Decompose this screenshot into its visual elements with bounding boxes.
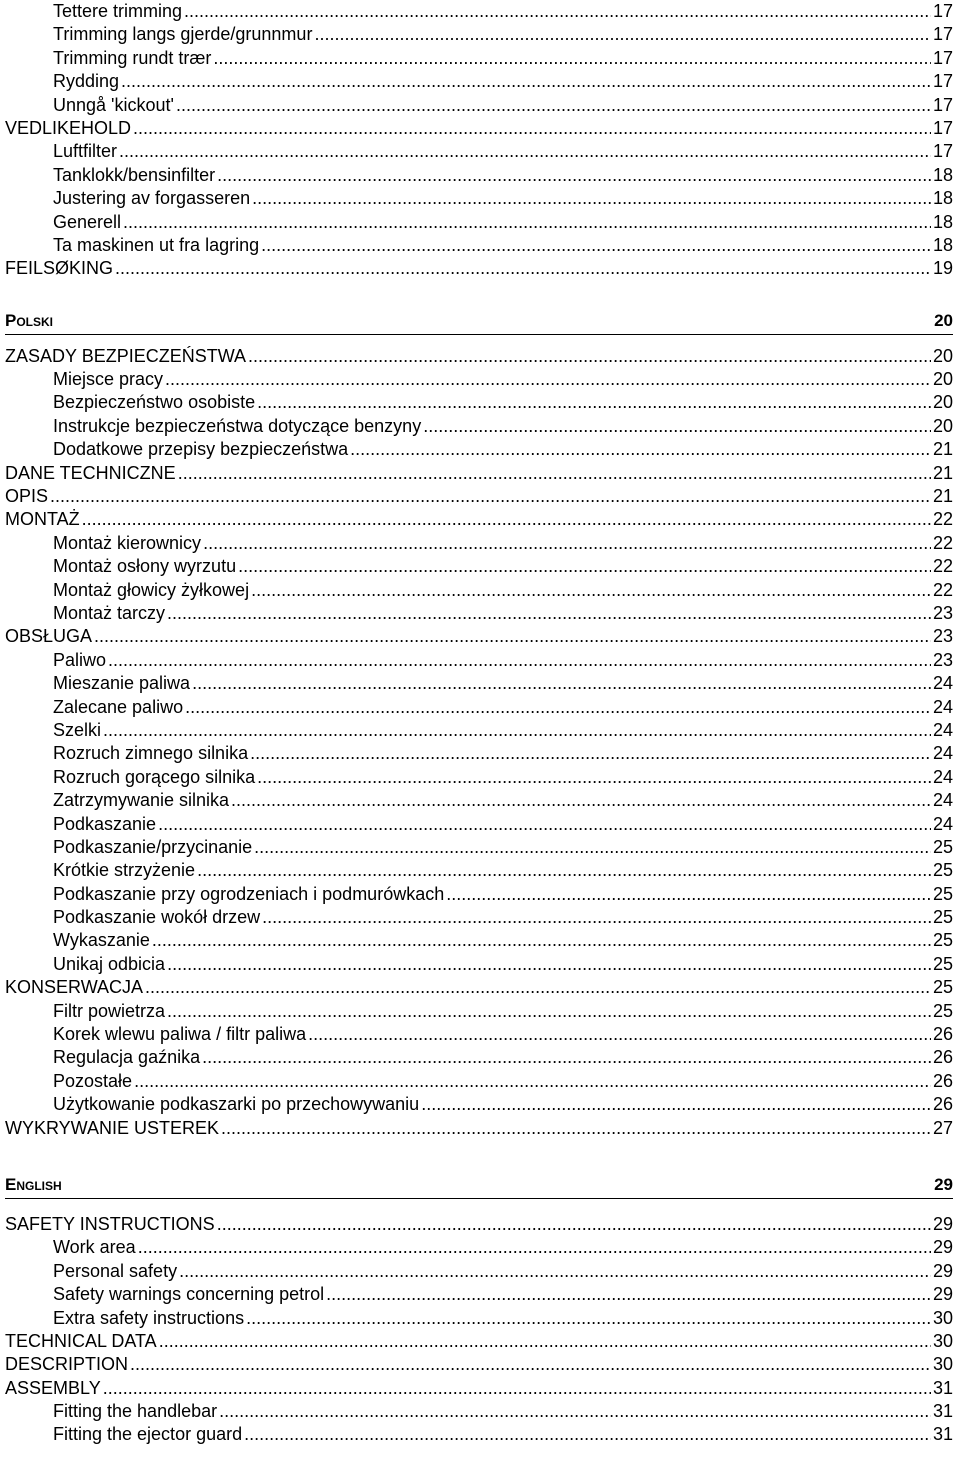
toc-entry-page-number: 25 [932, 1000, 953, 1021]
toc-entry[interactable] [5, 859, 953, 882]
toc-entry[interactable] [5, 140, 953, 163]
toc-entry-label: Zalecane paliwo [53, 696, 184, 717]
toc-entry[interactable] [5, 836, 953, 859]
section-page-number: 29 [934, 1174, 953, 1194]
toc-entry-label: Montaż tarczy [53, 602, 166, 623]
dot-leader [134, 1070, 931, 1093]
dot-leader [250, 742, 931, 765]
dot-leader [108, 649, 931, 672]
toc-entry[interactable] [5, 211, 953, 234]
toc-entry-page-number: 23 [932, 626, 953, 647]
toc-entry[interactable] [5, 234, 953, 257]
toc-entry[interactable] [5, 1236, 953, 1259]
toc-entry-label: Trimming langs gjerde/grunnmur [53, 24, 313, 45]
toc-entry-label: TECHNICAL DATA [5, 1330, 157, 1351]
toc-entry-label: Dodatkowe przepisy bezpieczeństwa [53, 439, 349, 460]
toc-entry-label: DANE TECHNICZNE [5, 462, 176, 483]
toc-entry[interactable] [5, 1046, 953, 1069]
toc-entry-page-number: 30 [932, 1354, 953, 1375]
toc-entry-label: ZASADY BEZPIECZEŃSTWA [5, 345, 247, 366]
section-title: English [5, 1174, 62, 1194]
toc-entry-label: Fitting the ejector guard [53, 1424, 243, 1445]
toc-entry-page-number: 25 [932, 836, 953, 857]
section-title: Polski [5, 310, 54, 330]
toc-entry-label: Rozruch zimnego silnika [53, 743, 249, 764]
toc-entry-page-number: 17 [932, 1, 953, 21]
toc-entry-page-number: 25 [932, 860, 953, 881]
toc-entry-label: Luftfilter [53, 141, 118, 162]
dot-leader [202, 1046, 931, 1069]
dot-leader [221, 1117, 931, 1140]
toc-entry-label: Użytkowanie podkaszarki po przechowywaniu [53, 1094, 420, 1115]
dot-leader [82, 508, 931, 531]
toc-entry[interactable] [5, 415, 953, 438]
toc-entry[interactable] [5, 953, 953, 976]
toc-entry[interactable] [5, 345, 953, 368]
toc-entry-page-number: 24 [932, 766, 953, 787]
toc-entry-label: Safety warnings concerning petrol [53, 1284, 325, 1305]
toc-entry[interactable] [5, 508, 953, 531]
toc-entry-page-number: 25 [932, 907, 953, 928]
dot-leader [94, 625, 931, 648]
toc-entry-page-number: 19 [932, 258, 953, 279]
toc-entry-label: Paliwo [53, 649, 107, 670]
toc-entry[interactable] [5, 1283, 953, 1306]
toc-entry-label: OPIS [5, 486, 49, 507]
toc-entry-label: Ta maskinen ut fra lagring [53, 234, 260, 255]
dot-leader [257, 391, 931, 414]
dot-leader [103, 719, 931, 742]
toc-entry[interactable] [5, 1093, 953, 1116]
toc-entry-label: Tanklokk/bensinfilter [53, 164, 216, 185]
dot-leader [197, 859, 931, 882]
toc-entry[interactable] [5, 1353, 953, 1376]
toc-entry[interactable] [5, 625, 953, 648]
dot-leader [158, 813, 931, 836]
toc-group-english [5, 1213, 953, 1447]
toc-entry-page-number: 18 [932, 164, 953, 185]
section-page-number: 20 [934, 310, 953, 330]
dot-leader [192, 672, 931, 695]
toc-entry-label: Generell [53, 211, 122, 232]
dot-leader [248, 345, 931, 368]
toc-entry-page-number: 23 [932, 602, 953, 623]
dot-leader [217, 164, 931, 187]
toc-entry-label: Podkaszanie wokół drzew [53, 907, 261, 928]
dot-leader [121, 70, 931, 93]
toc-entry-page-number: 21 [932, 462, 953, 483]
toc-entry-page-number: 20 [932, 345, 953, 366]
toc-entry-page-number: 17 [932, 47, 953, 68]
toc-entry-page-number: 17 [932, 71, 953, 92]
toc-group-polski [5, 345, 953, 1140]
toc-entry-page-number: 27 [932, 1117, 953, 1138]
toc-entry[interactable] [5, 485, 953, 508]
toc-entry[interactable] [5, 649, 953, 672]
toc-entry[interactable] [5, 742, 953, 765]
dot-leader [165, 368, 931, 391]
toc-entry[interactable] [5, 1400, 953, 1423]
toc-entry[interactable] [5, 602, 953, 625]
toc-entry-label: Bezpieczeństwo osobiste [53, 392, 256, 413]
toc-entry[interactable] [5, 117, 953, 140]
toc-entry-page-number: 29 [932, 1237, 953, 1258]
dot-leader [115, 257, 931, 280]
toc-entry-label: WYKRYWANIE USTEREK [5, 1117, 220, 1138]
toc-entry[interactable] [5, 391, 953, 414]
toc-group-norsk [5, 0, 953, 281]
toc-entry[interactable] [5, 555, 953, 578]
toc-entry-label: Korek wlewu paliwa / filtr paliwa [53, 1024, 307, 1045]
toc-entry[interactable] [5, 813, 953, 836]
toc-entry-page-number: 24 [932, 719, 953, 740]
toc-entry-page-number: 29 [932, 1260, 953, 1281]
dot-leader [103, 1377, 931, 1400]
toc-entry-label: Miejsce pracy [53, 369, 164, 390]
toc-entry-label: Podkaszanie przy ogrodzeniach i podmurówkach [53, 883, 445, 904]
toc-entry-label: Rydding [53, 71, 120, 92]
toc-entry-page-number: 30 [932, 1307, 953, 1328]
toc-entry-label: Pozostałe [53, 1070, 133, 1091]
dot-leader [130, 1353, 931, 1376]
toc-entry[interactable] [5, 1377, 953, 1400]
toc-entry[interactable] [5, 789, 953, 812]
toc-entry-page-number: 23 [932, 649, 953, 670]
toc-entry-page-number: 24 [932, 696, 953, 717]
toc-entry[interactable] [5, 532, 953, 555]
toc-entry-page-number: 17 [932, 94, 953, 115]
toc-entry-label: Tettere trimming [53, 1, 183, 21]
dot-leader [252, 187, 931, 210]
toc-entry[interactable] [5, 1000, 953, 1023]
toc-entry[interactable] [5, 23, 953, 46]
toc-entry-label: FEILSØKING [5, 258, 114, 279]
toc-entry-label: KONSERWACJA [5, 977, 144, 998]
toc-entry[interactable] [5, 579, 953, 602]
toc-entry-page-number: 31 [932, 1401, 953, 1422]
toc-entry-label: ASSEMBLY [5, 1377, 101, 1398]
dot-leader [244, 1423, 931, 1446]
toc-entry-page-number: 22 [932, 532, 953, 553]
toc-entry-page-number: 18 [932, 211, 953, 232]
toc-entry-page-number: 22 [932, 556, 953, 577]
toc-entry[interactable] [5, 1213, 953, 1236]
toc-entry-label: SAFETY INSTRUCTIONS [5, 1213, 215, 1234]
toc-entry[interactable] [5, 883, 953, 906]
dot-leader [152, 929, 931, 952]
dot-leader [314, 23, 931, 46]
dot-leader [326, 1283, 931, 1306]
toc-entry-page-number: 25 [932, 953, 953, 974]
section-heading-polski[interactable] [5, 295, 953, 335]
toc-entry-page-number: 24 [932, 790, 953, 811]
toc-entry[interactable] [5, 672, 953, 695]
toc-entry-page-number: 17 [932, 141, 953, 162]
toc-entry-page-number: 22 [932, 579, 953, 600]
toc-entry-page-number: 26 [932, 1047, 953, 1068]
dot-leader [213, 47, 931, 70]
dot-leader [246, 1307, 931, 1330]
toc-entry-label: MONTAŻ [5, 509, 80, 530]
toc-entry-label: Unikaj odbicia [53, 953, 166, 974]
toc-entry[interactable] [5, 929, 953, 952]
toc-entry[interactable] [5, 719, 953, 742]
toc-entry-page-number: 20 [932, 415, 953, 436]
toc-entry-page-number: 20 [932, 369, 953, 390]
dot-leader [176, 94, 931, 117]
table-of-contents [5, 0, 953, 1447]
dot-leader [257, 766, 931, 789]
toc-entry-page-number: 30 [932, 1330, 953, 1351]
toc-entry-label: Podkaszanie/przycinanie [53, 836, 253, 857]
toc-entry[interactable] [5, 164, 953, 187]
toc-entry-page-number: 21 [932, 486, 953, 507]
dot-leader [446, 883, 931, 906]
toc-entry-page-number: 24 [932, 813, 953, 834]
dot-leader [133, 117, 931, 140]
toc-entry[interactable] [5, 1070, 953, 1093]
dot-leader [179, 1260, 931, 1283]
toc-entry[interactable] [5, 1423, 953, 1446]
dot-leader [421, 1093, 931, 1116]
toc-entry-label: Podkaszanie [53, 813, 157, 834]
toc-entry-label: Wykaszanie [53, 930, 150, 951]
dot-leader [184, 0, 931, 23]
toc-entry-label: Fitting the handlebar [53, 1401, 218, 1422]
toc-entry[interactable] [5, 462, 953, 485]
toc-entry-page-number: 24 [932, 743, 953, 764]
toc-entry[interactable] [5, 976, 953, 999]
dot-leader [308, 1023, 931, 1046]
toc-entry-label: Filtr powietrza [53, 1000, 166, 1021]
dot-leader [185, 696, 931, 719]
toc-entry[interactable] [5, 906, 953, 929]
dot-leader [261, 234, 931, 257]
toc-entry[interactable] [5, 1117, 953, 1140]
toc-entry[interactable] [5, 1330, 953, 1353]
toc-entry-page-number: 25 [932, 883, 953, 904]
toc-entry-page-number: 26 [932, 1070, 953, 1091]
dot-leader [159, 1330, 931, 1353]
toc-entry[interactable] [5, 1260, 953, 1283]
toc-entry-page-number: 17 [932, 24, 953, 45]
toc-entry-page-number: 26 [932, 1024, 953, 1045]
toc-entry[interactable] [5, 47, 953, 70]
dot-leader [238, 555, 931, 578]
toc-entry[interactable] [5, 70, 953, 93]
dot-leader [219, 1400, 931, 1423]
dot-leader [231, 789, 931, 812]
toc-entry-label: OBSŁUGA [5, 626, 93, 647]
toc-entry-label: Instrukcje bezpieczeństwa dotyczące benzyny [53, 415, 422, 436]
toc-entry[interactable] [5, 1023, 953, 1046]
toc-entry-page-number: 26 [932, 1094, 953, 1115]
toc-entry-label: Montaż głowicy żyłkowej [53, 579, 250, 600]
toc-entry-label: Szelki [53, 719, 102, 740]
dot-leader [203, 532, 931, 555]
toc-entry[interactable] [5, 0, 953, 23]
toc-entry-page-number: 29 [932, 1284, 953, 1305]
toc-entry[interactable] [5, 94, 953, 117]
toc-entry-page-number: 20 [932, 392, 953, 413]
toc-entry[interactable] [5, 257, 953, 280]
dot-leader [145, 976, 931, 999]
toc-entry[interactable] [5, 368, 953, 391]
toc-entry-label: Regulacja gaźnika [53, 1047, 201, 1068]
dot-leader [217, 1213, 931, 1236]
toc-entry-page-number: 25 [932, 930, 953, 951]
section-heading-english[interactable] [5, 1159, 953, 1199]
dot-leader [423, 415, 931, 438]
toc-entry-page-number: 22 [932, 509, 953, 530]
toc-entry[interactable] [5, 438, 953, 461]
dot-leader [251, 579, 931, 602]
toc-entry-label: Montaż kierownicy [53, 532, 202, 553]
toc-entry-page-number: 18 [932, 234, 953, 255]
toc-entry-label: Montaż osłony wyrzutu [53, 556, 237, 577]
toc-entry[interactable] [5, 187, 953, 210]
toc-entry-page-number: 29 [932, 1213, 953, 1234]
toc-entry[interactable] [5, 766, 953, 789]
toc-entry-label: Justering av forgasseren [53, 188, 251, 209]
toc-entry-label: Personal safety [53, 1260, 178, 1281]
toc-entry-page-number: 21 [932, 439, 953, 460]
dot-leader [123, 211, 931, 234]
dot-leader [262, 906, 931, 929]
toc-entry-label: Krótkie strzyżenie [53, 860, 196, 881]
toc-entry-label: Zatrzymywanie silnika [53, 790, 230, 811]
toc-entry-page-number: 24 [932, 673, 953, 694]
toc-entry-label: Trimming rundt trær [53, 47, 212, 68]
toc-entry-label: VEDLIKEHOLD [5, 117, 132, 138]
toc-entry-page-number: 25 [932, 977, 953, 998]
toc-entry-page-number: 17 [932, 117, 953, 138]
toc-entry-label: Rozruch gorącego silnika [53, 766, 256, 787]
toc-entry-label: Mieszanie paliwa [53, 673, 191, 694]
toc-entry-page-number: 31 [932, 1424, 953, 1445]
toc-entry-label: Unngå 'kickout' [53, 94, 174, 115]
dot-leader [350, 438, 931, 461]
dot-leader [254, 836, 931, 859]
toc-entry[interactable] [5, 696, 953, 719]
toc-entry-label: Extra safety instructions [53, 1307, 245, 1328]
dot-leader [167, 953, 931, 976]
dot-leader [178, 462, 931, 485]
dot-leader [119, 140, 931, 163]
dot-leader [167, 1000, 931, 1023]
dot-leader [138, 1236, 931, 1259]
toc-entry-label: DESCRIPTION [5, 1354, 129, 1375]
toc-entry-page-number: 18 [932, 188, 953, 209]
toc-entry[interactable] [5, 1307, 953, 1330]
dot-leader [50, 485, 931, 508]
dot-leader [167, 602, 931, 625]
toc-entry-label: Work area [53, 1237, 136, 1258]
toc-entry-page-number: 31 [932, 1377, 953, 1398]
